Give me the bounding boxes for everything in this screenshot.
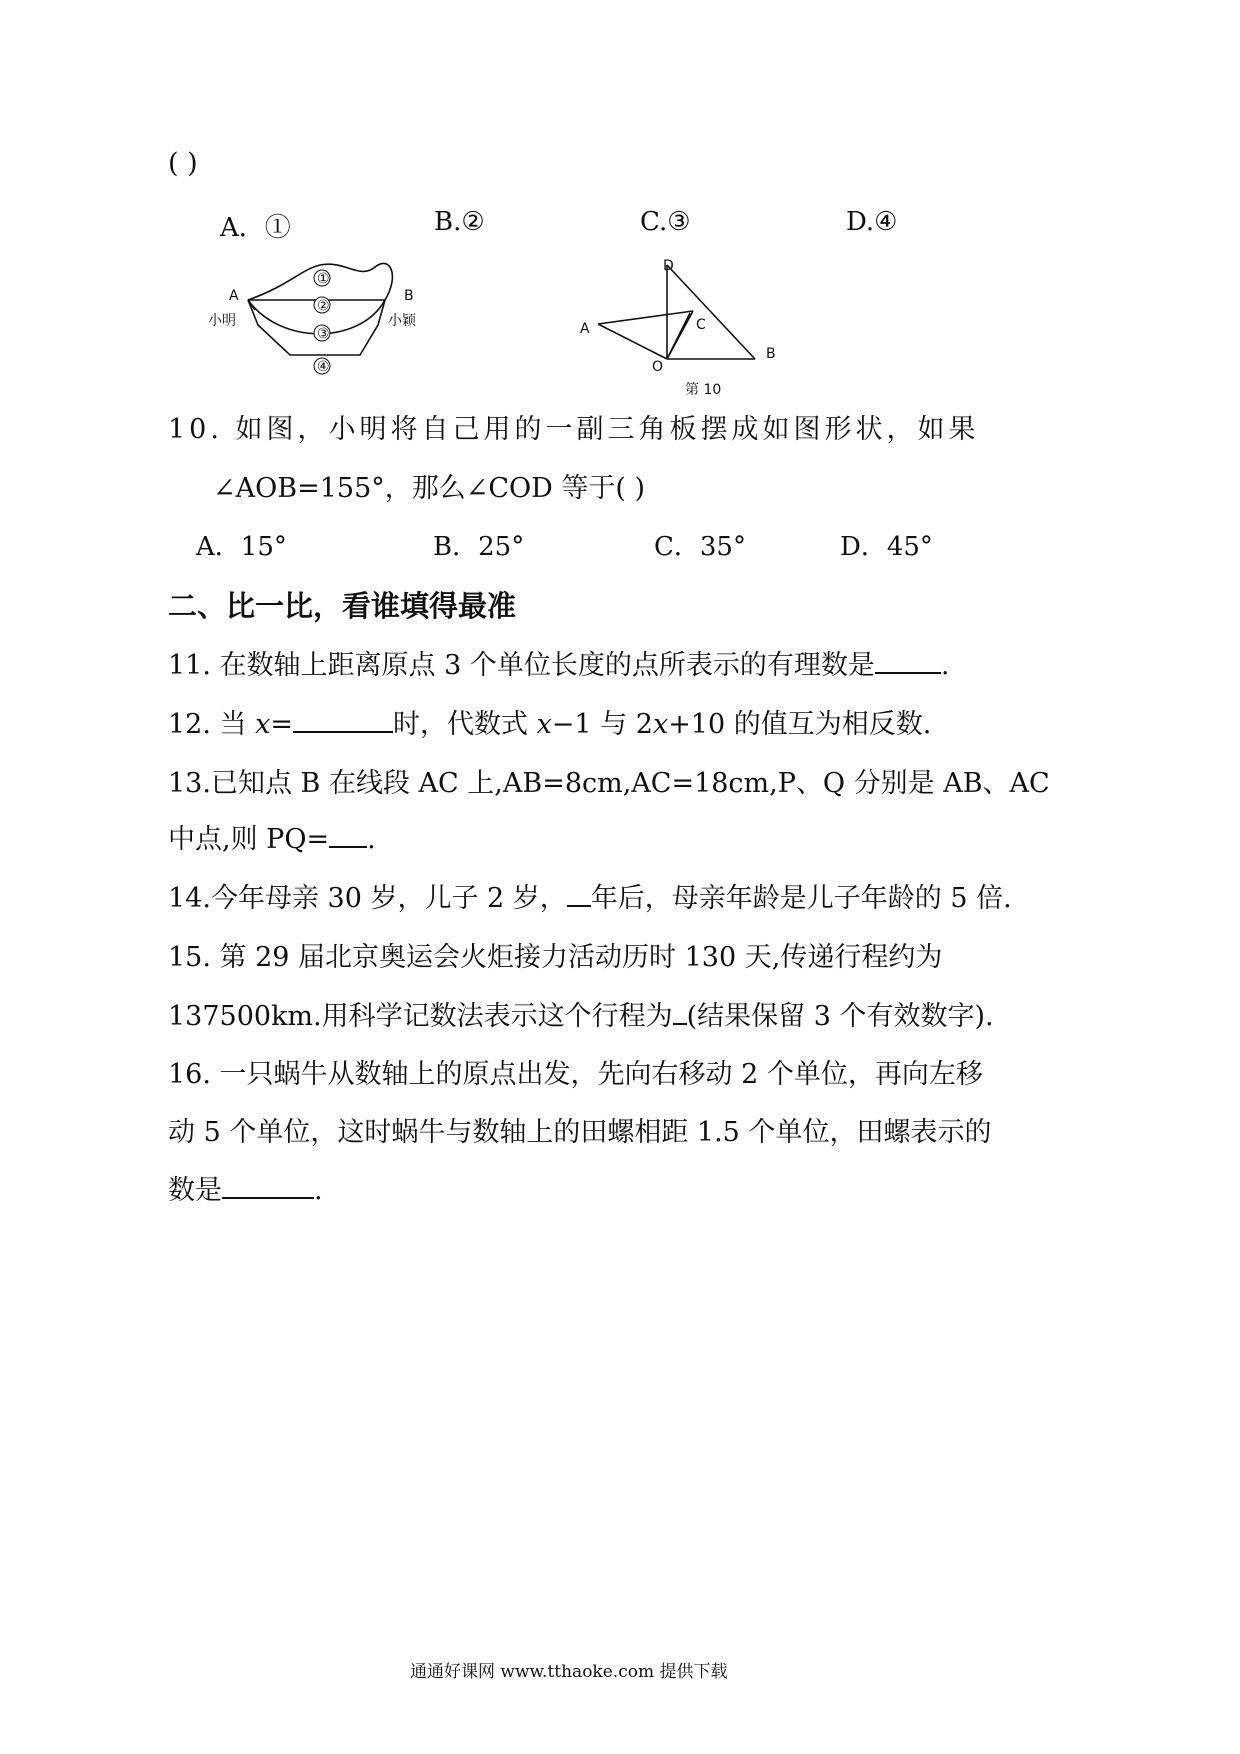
q10-option-c: C．35° xyxy=(654,532,746,562)
path-2-label: ② xyxy=(317,298,330,314)
q12-variable-3: x xyxy=(652,709,669,740)
figure-caption: 第 10 xyxy=(685,382,722,398)
q11-blank xyxy=(875,650,941,674)
q12-text-3: +10 的值互为相反数. xyxy=(668,709,932,740)
q12-text: 时，代数式 xyxy=(392,709,537,740)
q13-line1: 13.已知点 B 在线段 AC 上,AB=8cm,AC=18cm,P、Q 分别是 AB、AC xyxy=(168,768,1050,799)
point-o-label: O xyxy=(652,359,664,375)
q9-option-b: B.② xyxy=(434,207,485,237)
point-d-label: D xyxy=(663,258,674,274)
q14-blank xyxy=(567,883,591,907)
q16-blank xyxy=(222,1175,314,1199)
q12-prefix: 12. 当 xyxy=(168,709,256,740)
q14 xyxy=(168,876,1012,915)
q10-line2: ∠AOB=155°，那么∠COD 等于( ) xyxy=(213,473,646,504)
point-b-label: B xyxy=(404,288,414,304)
q12-text-2: −1 与 2 xyxy=(551,709,653,740)
q12-equals: = xyxy=(270,709,293,740)
q13-period: . xyxy=(367,824,376,855)
footer-source: 通通好课网 www.tthaoke.com 提供下载 xyxy=(410,1662,728,1682)
q16-line2: 动 5 个单位，这时蜗牛与数轴上的田螺相距 1.5 个单位，田螺表示的 xyxy=(168,1117,992,1148)
q12-variable: x xyxy=(255,709,271,740)
q9-option-d: D.④ xyxy=(846,207,898,237)
q16-period: . xyxy=(314,1175,323,1206)
q15-text: 137500km.用科学记数法表示这个行程为 xyxy=(168,1001,673,1032)
section-heading: 二、比一比，看谁填得最准 xyxy=(168,589,517,623)
q13-blank xyxy=(329,824,367,848)
q13-line2 xyxy=(168,817,376,856)
xiaoming-label: 小明 xyxy=(208,313,236,329)
q16-text: 数是 xyxy=(168,1175,222,1206)
q10-line1: 10. 如图，小明将自己用的一副三角板摆成如图形状，如果 xyxy=(168,414,980,445)
q12-variable-2: x xyxy=(536,709,552,740)
path-1-label: ① xyxy=(317,271,330,287)
path-4-label: ④ xyxy=(317,359,330,375)
q10-triangles-figure xyxy=(570,255,810,400)
q11-period: . xyxy=(940,650,950,681)
point-a-label: A xyxy=(580,321,590,337)
q11 xyxy=(168,643,949,682)
point-c-label: C xyxy=(696,317,706,333)
point-a-label: A xyxy=(229,288,239,304)
path-3-label: ③ xyxy=(317,326,330,342)
q15-line2 xyxy=(168,994,994,1033)
q9-paths-figure xyxy=(200,255,440,385)
q15-blank xyxy=(673,1001,687,1025)
q12 xyxy=(168,702,931,741)
q9-option-a: A．① xyxy=(220,213,291,243)
q16-line1: 16. 一只蜗牛从数轴上的原点出发，先向右移动 2 个单位，再向左移 xyxy=(168,1059,983,1090)
q11-text: 11. 在数轴上距离原点 3 个单位长度的点所表示的有理数是 xyxy=(168,650,875,681)
q10-option-d: D．45° xyxy=(840,532,933,562)
q15-line1: 15. 第 29 届北京奥运会火炬接力活动历时 130 天,传递行程约为 xyxy=(168,942,943,973)
q15-text-2: (结果保留 3 个有效数字). xyxy=(686,1001,994,1032)
q9-answer-paren: ( ) xyxy=(168,148,198,179)
q10-option-a: A．15° xyxy=(196,532,287,562)
q12-blank xyxy=(293,709,393,733)
q14-text-2: 年后，母亲年龄是儿子年龄的 5 倍. xyxy=(590,883,1012,914)
q14-text: 14.今年母亲 30 岁，儿子 2 岁， xyxy=(168,883,567,914)
q10-option-b: B．25° xyxy=(433,532,525,562)
q13-text: 中点,则 PQ= xyxy=(168,824,330,855)
xiaoying-label: 小颖 xyxy=(388,313,416,329)
point-b-label: B xyxy=(766,346,776,362)
q9-option-c: C.③ xyxy=(640,207,691,237)
q16-line3 xyxy=(168,1168,323,1207)
